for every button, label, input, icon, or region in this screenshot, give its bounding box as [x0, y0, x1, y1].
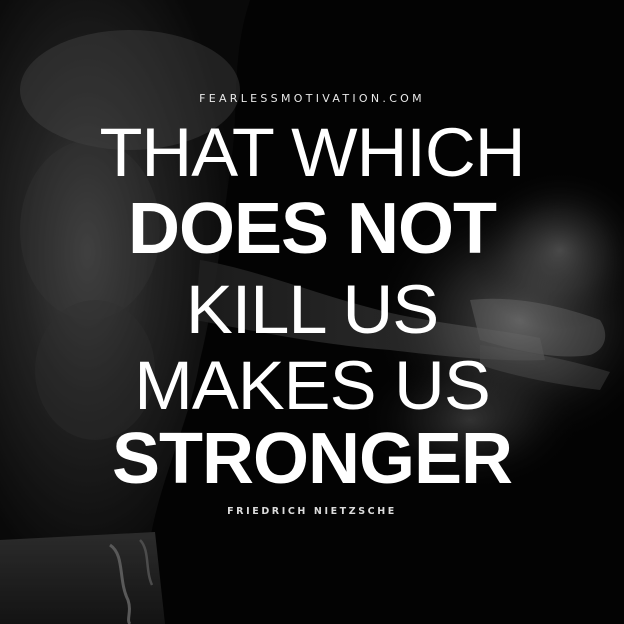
quote-line-4: MAKES US [134, 347, 490, 424]
quote-line-3: KILL US [185, 271, 439, 348]
website-label: FEARLESSMOTIVATION.COM [199, 92, 425, 105]
quote-line-5: STRONGER [111, 419, 513, 499]
quote-line-2: DOES NOT [127, 189, 497, 269]
quote-line-1: THAT WHICH [99, 114, 525, 191]
author-name: FRIEDRICH NIETZSCHE [227, 506, 397, 517]
